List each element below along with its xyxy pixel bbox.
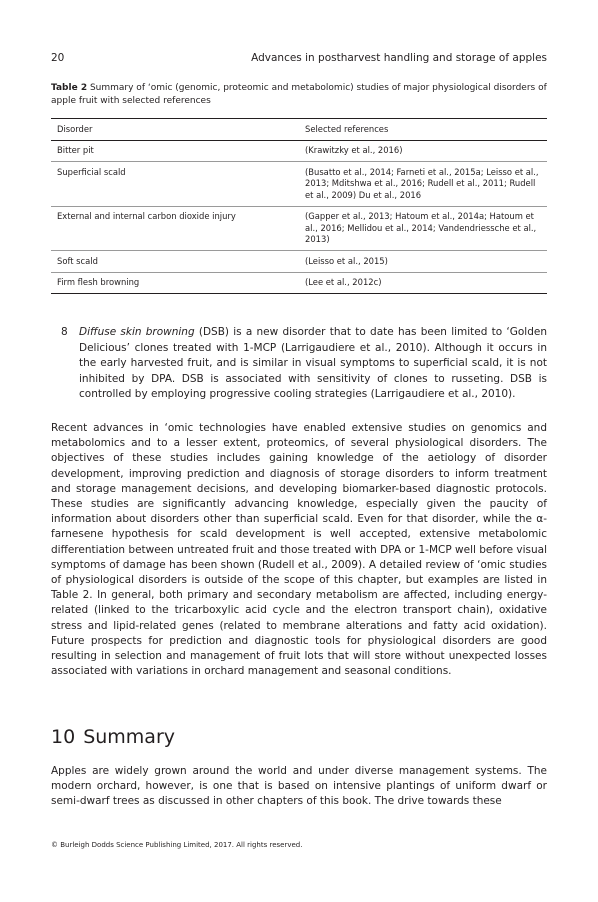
column-header-references: Selected references <box>305 124 389 134</box>
numbered-list-item <box>51 325 547 403</box>
section-title: Summary <box>83 726 176 748</box>
table-cell-disorder: External and internal carbon dioxide injury <box>57 211 236 221</box>
table-cell-references: (Busatto et al., 2014; Farneti et al., 2015a; Leisso et al., 2013; Mditshwa et al., 2016; Rudell et al., 2011; Rudell et al., 2009) Du et al., 2016 <box>305 166 539 200</box>
table-row <box>51 251 547 273</box>
copyright-footer: © Burleigh Dodds Science Publishing Limited, 2017. All rights reserved. <box>51 841 303 849</box>
list-item-text: (DSB) is a new disorder that to date has been limited to ‘Golden Delicious’ clones treated with 1-MCP (Larrigaudiere et al., 2010). Although it occurs in the early harvested fruit, and is similar in visual symptoms to superficial scald, it is not inhibited by DPA. DSB is associated with sensitivity of clones to russeting. DSB is controlled by employing progressive cooling strategies (Larrigaudiere et al., 2010). <box>79 326 548 400</box>
table-cell-references: (Krawitzky et al., 2016) <box>305 145 403 155</box>
table-cell-references: (Leisso et al., 2015) <box>305 255 388 266</box>
table-caption <box>51 82 547 108</box>
list-item-number: 8 <box>61 326 68 338</box>
table-caption-label: Table 2 <box>51 83 88 93</box>
section-number: 10 <box>51 726 76 748</box>
column-header-disorder: Disorder <box>57 124 93 134</box>
body-paragraph: Apples are widely grown around the world and under diverse management systems. The modern orchard, however, is one that is based on intensive plantings of uniform dwarf or semi-dwarf trees as discussed in other chapters of this book. The drive towards these <box>51 765 547 808</box>
body-paragraph: Recent advances in ‘omic technologies have enabled extensive studies on genomics and metabolomics and to a lesser extent, proteomics, of several physiological disorders. The objectives of these studies includes gaining knowledge of the aetiology of disorder development, improving prediction and diagnosis of storage disorders to inform treatment and storage management decisions, and developing biomarker-based diagnostic protocols. These studies are significantly advancing knowledge, especially given the paucity of information about disorders other than superficial scald. Even for that disorder, while the α-farnesene hypothesis for scald development is well accepted, extensive metabolomic differentiation between untreated fruit and those treated with DPA or 1-MCP well before visual symptoms of damage has been shown (Rudell et al., 2009). A detailed review of ‘omic studies of physiological disorders is outside of the scope of this chapter, but examples are listed in Table 2. In general, both primary and secondary metabolism are affected, including energy-related (linked to the tricarboxylic acid cycle and the electron transport chain), oxidative stress and lipid-related genes (related to membrane alterations and fatty acid oxidation). Future prospects for prediction and diagnostic tools for physiological disorders are good resulting in selection and management of fruit lots that will store without unexpected losses associated with variations in orchard management and seasonal conditions. <box>51 422 547 678</box>
table-row <box>51 140 547 162</box>
table-row <box>51 162 547 207</box>
table-cell-disorder: Firm flesh browning <box>57 277 140 287</box>
table-cell-disorder: Superficial scald <box>57 166 126 177</box>
table-caption-text: Summary of ‘omic (genomic, proteomic and metabolomic) studies of major physiological disorders of apple fruit with selected references <box>51 83 547 106</box>
table-row <box>51 272 547 294</box>
running-title: Advances in postharvest handling and storage of apples <box>251 52 547 64</box>
table-cell-disorder: Bitter pit <box>57 145 94 155</box>
table-cell-references: (Gapper et al., 2013; Hatoum et al., 2014a; Hatoum et al., 2016; Mellidou et al., 2014; Vandendriessche et al., 2013) <box>305 211 537 244</box>
table-header-row <box>51 119 547 141</box>
table-cell-references: (Lee et al., 2012c) <box>305 277 382 287</box>
table-cell-disorder: Soft scald <box>57 255 98 266</box>
table-row <box>51 206 547 251</box>
list-item-body <box>79 325 547 403</box>
section-heading <box>51 725 175 749</box>
list-item-term: Diffuse skin browning <box>79 326 195 338</box>
page-number: 20 <box>51 52 65 64</box>
disorders-table <box>51 118 547 294</box>
page-header <box>51 50 547 66</box>
